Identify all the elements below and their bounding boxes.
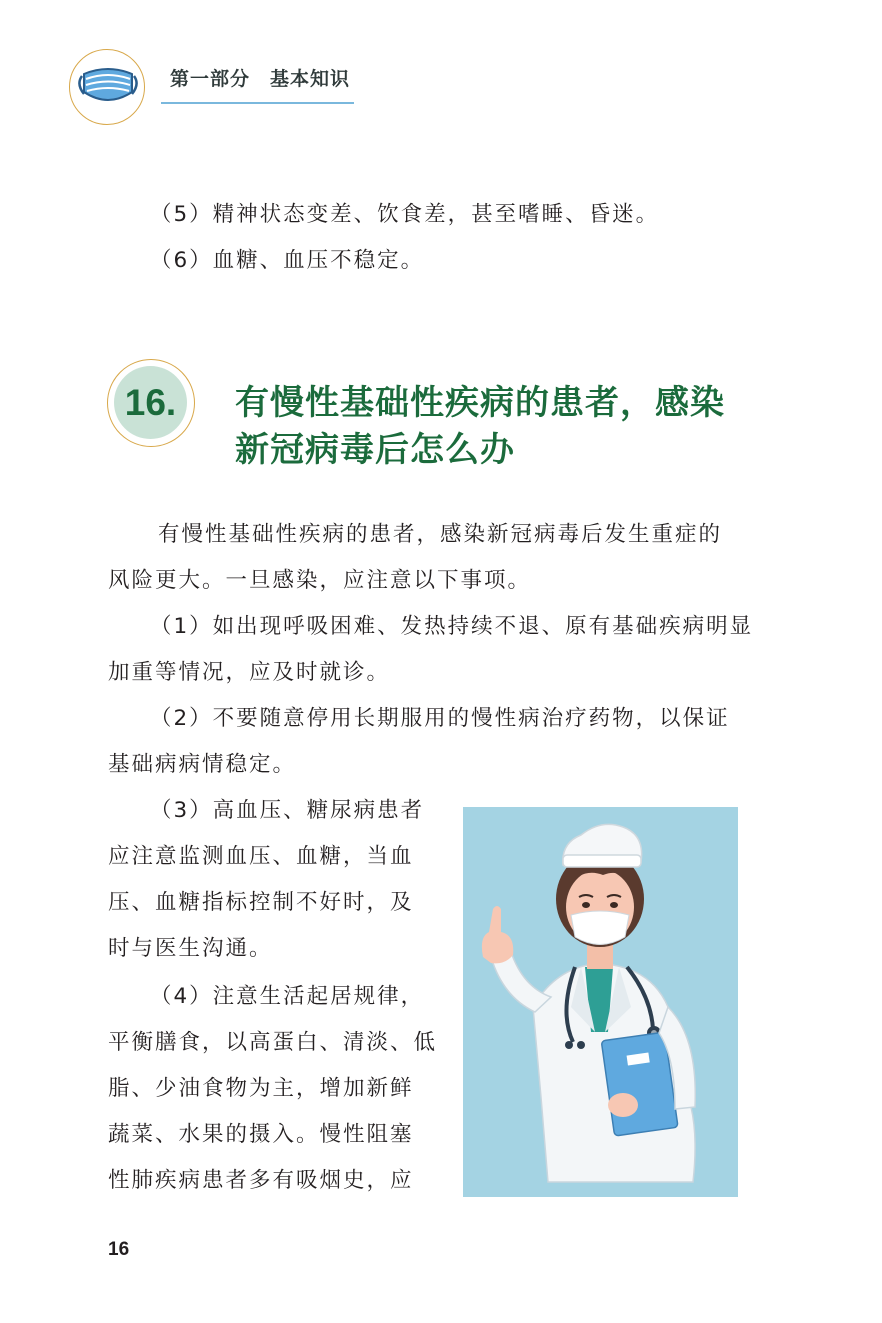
question-number-badge bbox=[107, 359, 195, 447]
intro-line-2: 风险更大。一旦感染，应注意以下事项。 bbox=[108, 568, 532, 593]
section-logo bbox=[69, 49, 145, 125]
item3-line-2: 应注意监测血压、血糖，当血 bbox=[108, 844, 414, 869]
header-underline bbox=[161, 102, 354, 104]
doctor-illustration bbox=[463, 807, 738, 1197]
item1-line-2: 加重等情况，应及时就诊。 bbox=[108, 660, 391, 685]
question-number: 16. bbox=[114, 366, 187, 439]
item4-line-1: （4）注意生活起居规律， bbox=[150, 984, 425, 1009]
question-title-line2: 新冠病毒后怎么办 bbox=[235, 430, 515, 470]
item3-line-3: 压、血糖指标控制不好时，及 bbox=[108, 890, 414, 915]
item1-line-1: （1）如出现呼吸困难、发热持续不退、原有基础疾病明显 bbox=[150, 614, 754, 639]
item4-line-4: 蔬菜、水果的摄入。慢性阻塞 bbox=[108, 1122, 414, 1147]
item2-line-2: 基础病病情稳定。 bbox=[108, 752, 297, 777]
item4-line-5: 性肺疾病患者多有吸烟史，应 bbox=[108, 1168, 414, 1193]
question-title-line1: 有慢性基础性疾病的患者，感染 bbox=[235, 383, 725, 423]
item3-line-1: （3）高血压、糖尿病患者 bbox=[150, 798, 425, 823]
item3-line-4: 时与医生沟通。 bbox=[108, 936, 273, 961]
face-mask-icon bbox=[76, 58, 140, 118]
item4-line-3: 脂、少油食物为主，增加新鲜 bbox=[108, 1076, 414, 1101]
item4-line-2: 平衡膳食，以高蛋白、清淡、低 bbox=[108, 1030, 438, 1055]
page-number: 16 bbox=[108, 1239, 130, 1260]
section-title: 第一部分 基本知识 bbox=[170, 68, 351, 90]
list-item-6: （6）血糖、血压不稳定。 bbox=[150, 248, 425, 273]
item2-line-1: （2）不要随意停用长期服用的慢性病治疗药物，以保证 bbox=[150, 706, 730, 731]
list-item-5: （5）精神状态变差、饮食差，甚至嗜睡、昏迷。 bbox=[150, 202, 660, 227]
intro-line-1: 有慢性基础性疾病的患者，感染新冠病毒后发生重症的 bbox=[158, 522, 723, 547]
